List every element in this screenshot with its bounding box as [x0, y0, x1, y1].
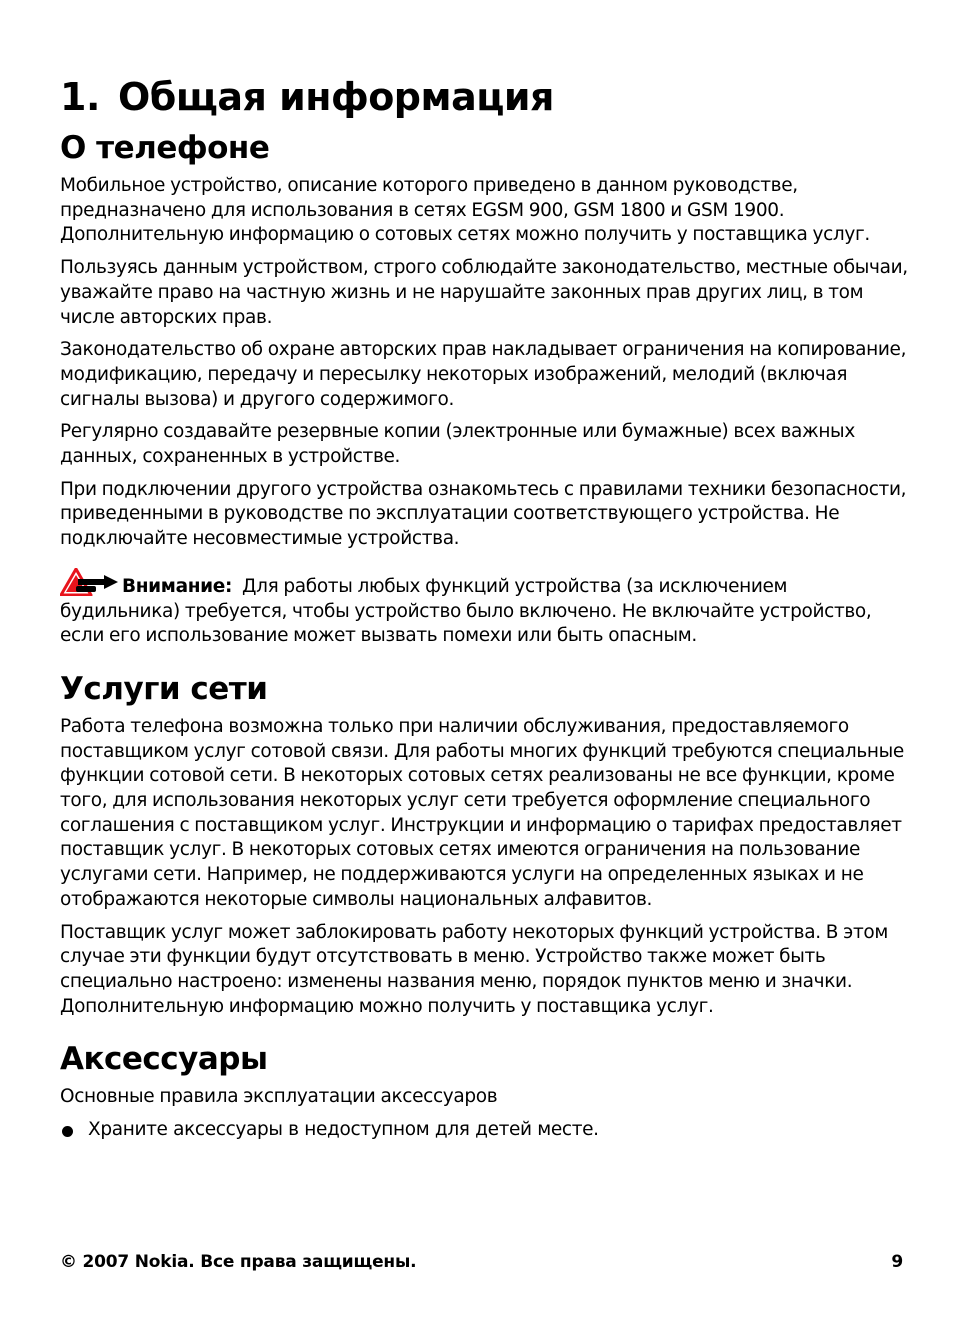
paragraph: Пользуясь данным устройством, строго соблюдайте законодательство, местные обычаи, уважайте право на частную жизнь и не нарушайте законных прав других лиц, в том числе авторских прав.: [60, 257, 908, 328]
paragraph: Регулярно создавайте резервные копии (электронные или бумажные) всех важных данных, сохраненных в устройстве.: [60, 421, 855, 468]
page-content: [60, 72, 910, 1143]
section-heading-network-services: Услуги сети: [60, 670, 268, 707]
section-network-services: [60, 669, 910, 1019]
bullet-icon: [62, 1126, 73, 1137]
accessories-intro: Основные правила эксплуатации аксессуаров: [60, 1086, 498, 1108]
warning-label: Внимание:: [122, 575, 232, 597]
chapter-title-text: Общая информация: [118, 75, 554, 119]
accessories-list: [60, 1118, 910, 1143]
warning-hand-icon: [60, 568, 120, 596]
warning-text: Для работы любых функций устройства (за исключением будильника) требуется, чтобы устройство было включено. Не включайте устройство, если его использование может вызвать помехи или быть опасным.: [60, 575, 872, 647]
section-heading-about-phone: О телефоне: [60, 130, 270, 166]
list-item-text: Храните аксессуары в недоступном для детей месте.: [88, 1119, 599, 1141]
paragraph: Работа телефона возможна только при наличии обслуживания, предоставляемого поставщиком услуг сотовой связи. Для работы многих функций требуются специальные функции сотовой сети. В некоторых сотовых сетях реализованы не все функции, кроме того, для использования некоторых услуг сети требуется оформление специального соглашения с поставщиком услуг. Инструкции и информацию о тарифах предоставляет поставщик услуг. В некоторых сотовых сетях имеются ограничения на пользование услугами сети. Например, не поддерживаются услуги на определенных языках и не отображаются некоторые символы национальных алфавитов.: [60, 715, 904, 910]
copyright: © 2007 Nokia. Все права защищены.: [60, 1252, 417, 1272]
chapter-number: 1.: [60, 75, 100, 119]
paragraph: При подключении другого устройства ознакомьтесь с правилами техники безопасности, приведенными в руководстве по эксплуатации соответствующего устройства. Не подключайте несовместимые устройства.: [60, 478, 907, 550]
list-item: [60, 1118, 910, 1143]
section-about-phone: [60, 128, 910, 649]
chapter-title: [60, 72, 910, 122]
page-number: 9: [891, 1252, 903, 1272]
paragraph: Поставщик услуг может заблокировать работу некоторых функций устройства. В этом случае эти функции будут отсутствовать в меню. Устройство также может быть специально настроено: изменены названия меню, порядок пунктов меню и значки. Дополнительную информацию можно получить у поставщика услуг.: [60, 921, 888, 1017]
paragraph: Законодательство об охране авторских прав накладывает ограничения на копирование, модификацию, передачу и пересылку некоторых изображений, мелодий (включая сигналы вызова) и другого содержимого.: [60, 339, 907, 410]
section-heading-accessories: Аксессуары: [60, 1041, 268, 1078]
paragraph: Мобильное устройство, описание которого приведено в данном руководстве, предназначено для использования в сетях EGSM 900, GSM 1800 и GSM 1900. Дополнительную информацию о сотовых сетях можно получить у поставщика услуг.: [60, 175, 870, 246]
warning-note: [60, 568, 910, 649]
page-footer: [60, 1250, 903, 1274]
section-accessories: [60, 1039, 910, 1142]
